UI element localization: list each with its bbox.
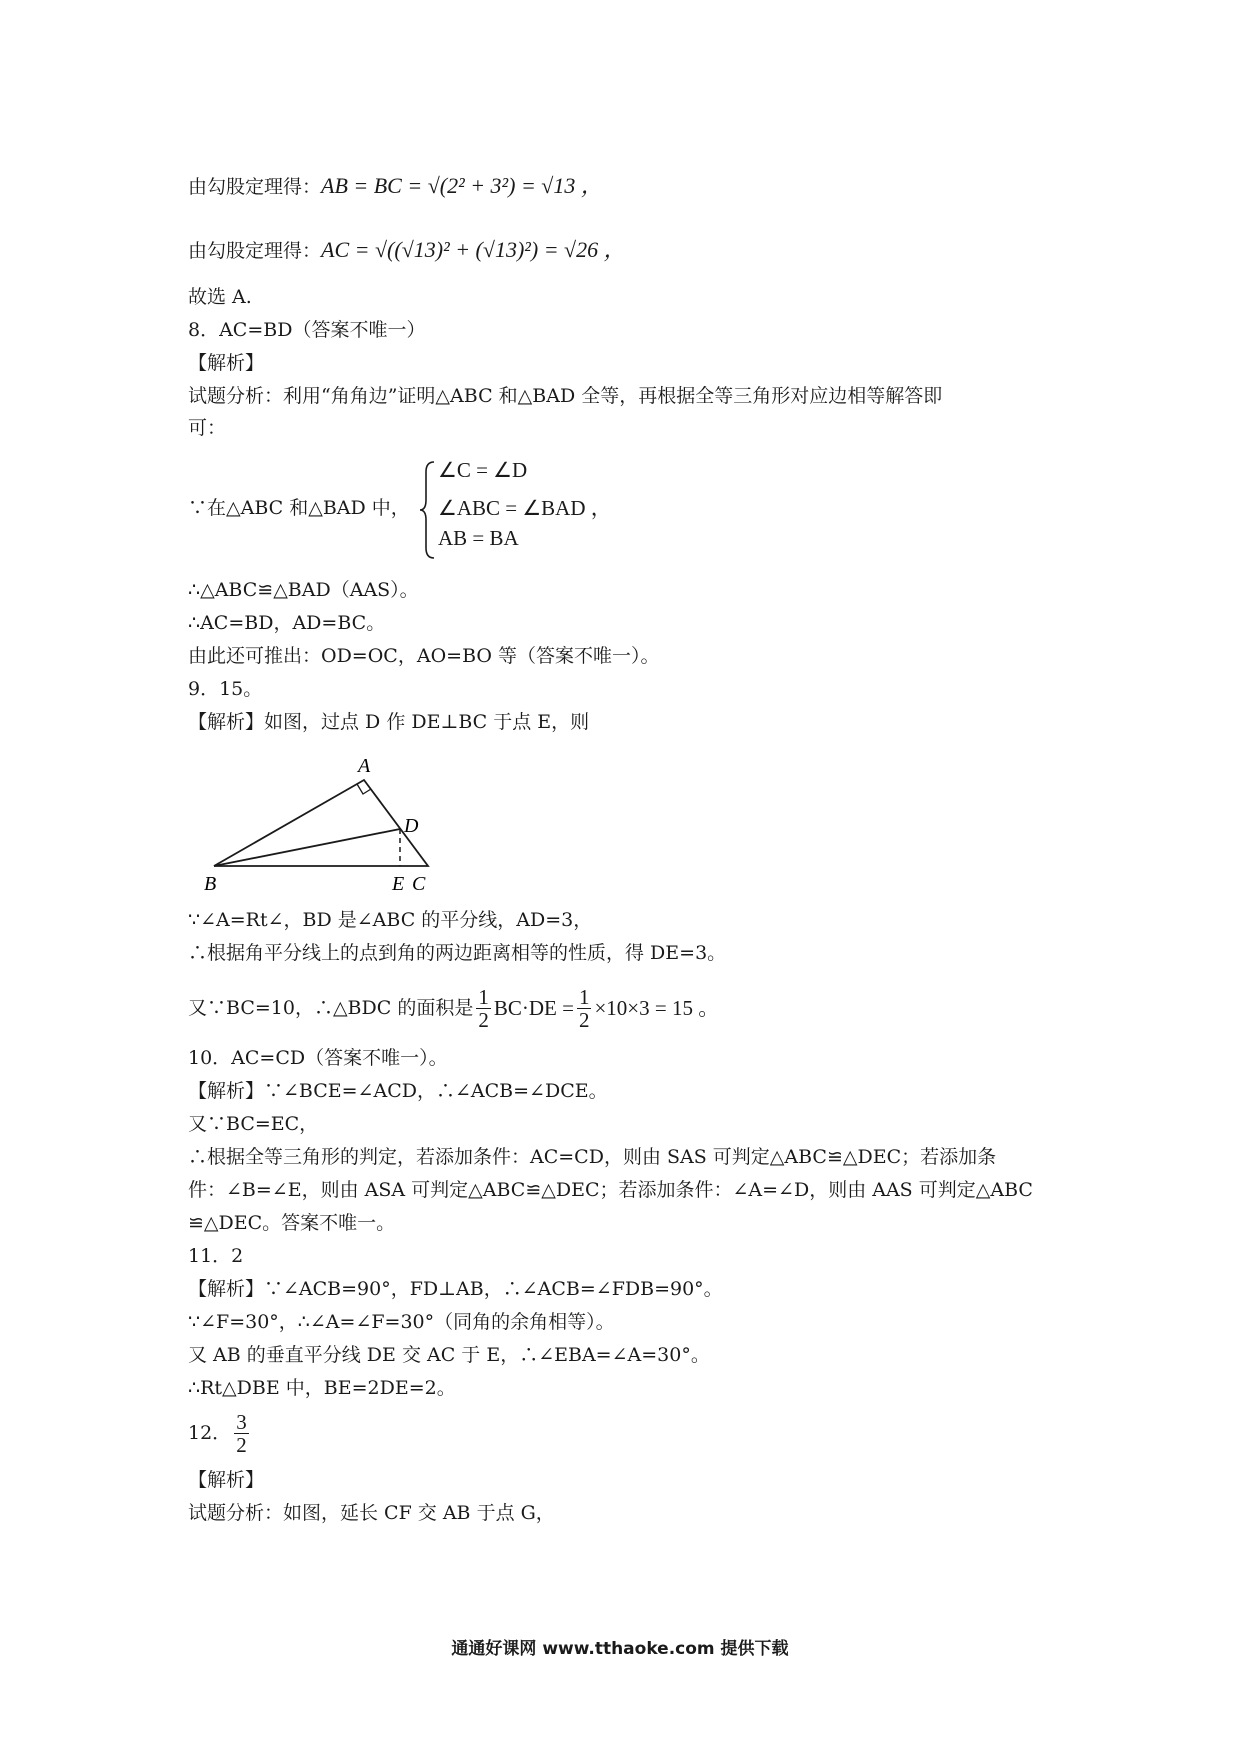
line-prefix: 由勾股定理得： xyxy=(188,240,322,262)
fraction xyxy=(476,986,491,1031)
paragraph-line: ∵∠F=30°，∴∠A=∠F=30°（同角的余角相等）。 xyxy=(188,1311,615,1333)
label-b: B xyxy=(204,873,217,895)
label-d: D xyxy=(404,815,419,837)
paragraph-line: 又 AB 的垂直平分线 DE 交 AC 于 E，∴∠EBA=∠A=30°。 xyxy=(188,1344,710,1366)
line-prefix: 由勾股定理得： xyxy=(188,176,322,198)
left-brace xyxy=(418,460,438,560)
paragraph-line: 【解析】∵∠BCE=∠ACD，∴∠ACB=∠DCE。 xyxy=(188,1080,608,1102)
system-eq-2: ∠ABC = ∠BAD ， xyxy=(438,496,612,520)
q12-prefix: 12． xyxy=(188,1422,232,1444)
paragraph-line: 试题分析：利用“角角边”证明△ABC 和△BAD 全等，再根据全等三角形对应边相等解答即 xyxy=(188,385,943,407)
pythagoras-line-2 xyxy=(188,238,626,263)
system-eq-1: ∠C = ∠D xyxy=(438,458,528,482)
paragraph-line: 又∵BC=EC， xyxy=(188,1113,319,1135)
paragraph-line: ∴根据角平分线上的点到角的两边距离相等的性质，得 DE=3。 xyxy=(188,942,727,964)
paragraph-line: ≌△DEC。答案不唯一。 xyxy=(188,1212,396,1234)
paragraph-line: 试题分析：如图，延长 CF 交 AB 于点 G， xyxy=(188,1502,555,1524)
denominator: 2 xyxy=(478,1007,489,1032)
paragraph-line: ∴AC=BD，AD=BC。 xyxy=(188,612,386,634)
label-e: E xyxy=(392,873,405,895)
segment-bd xyxy=(214,829,400,866)
analysis-heading: 【解析】 xyxy=(188,352,265,374)
paragraph-line: 【解析】如图，过点 D 作 DE⊥BC 于点 E，则 xyxy=(188,711,590,733)
formula: AB = BC = √(2² + 3²) = √13 ， xyxy=(321,173,603,198)
system-eq-3: AB = BA xyxy=(438,526,519,550)
fraction xyxy=(577,986,592,1031)
paragraph-line: ∵∠A=Rt∠，BD 是∠ABC 的平分线，AD=3， xyxy=(188,909,593,931)
triangle-abc xyxy=(214,780,428,866)
paragraph-line: ∴根据全等三角形的判定，若添加条件：AC=CD，则由 SAS 可判定△ABC≌△DEC；若添加条 xyxy=(188,1146,997,1168)
area-end: ×10×3 = 15 。 xyxy=(594,996,720,1020)
paragraph-line: ∴Rt△DBE 中，BE=2DE=2。 xyxy=(188,1377,456,1399)
footer-credit: 通通好课网 www.tthaoke.com 提供下载 xyxy=(451,1639,789,1659)
paragraph-line: 【解析】∵∠ACB=90°，FD⊥AB，∴∠ACB=∠FDB=90°。 xyxy=(188,1278,723,1300)
question-11-answer: 11．2 xyxy=(188,1245,244,1267)
question-9-answer: 9．15。 xyxy=(188,678,263,700)
paragraph-line: 件：∠B=∠E，则由 ASA 可判定△ABC≌△DEC；若添加条件：∠A=∠D，则由 AAS 可判定△ABC xyxy=(188,1179,1033,1201)
numerator: 3 xyxy=(236,1409,247,1434)
triangle-figure xyxy=(200,748,440,898)
system-prefix: ∵在△ABC 和△BAD 中， xyxy=(188,497,410,519)
paragraph-line: 可： xyxy=(188,417,227,439)
area-mid: BC·DE = xyxy=(493,996,574,1020)
paragraph-line: ∴△ABC≌△BAD（AAS）。 xyxy=(188,579,419,601)
question-8-answer: 8．AC=BD（答案不唯一） xyxy=(188,319,426,341)
formula: AC = √((√13)² + (√13)²) = √26 ， xyxy=(321,237,626,262)
numerator: 1 xyxy=(578,984,590,1009)
area-line xyxy=(188,980,719,1036)
denominator: 2 xyxy=(578,1007,590,1032)
pythagoras-line-1 xyxy=(188,174,603,199)
analysis-heading: 【解析】 xyxy=(188,1469,265,1491)
question-10-answer: 10．AC=CD（答案不唯一）。 xyxy=(188,1047,448,1069)
label-a: A xyxy=(358,755,371,777)
label-c: C xyxy=(412,873,426,895)
paragraph-line: 由此还可推出：OD=OC，AO=BO 等（答案不唯一）。 xyxy=(188,645,660,667)
fraction xyxy=(234,1411,249,1456)
numerator: 1 xyxy=(478,984,489,1009)
answer-line: 故选 A. xyxy=(188,286,252,308)
denominator: 2 xyxy=(236,1432,247,1457)
question-12-answer xyxy=(188,1405,252,1461)
area-prefix: 又∵BC=10，∴△BDC 的面积是 xyxy=(188,997,474,1019)
